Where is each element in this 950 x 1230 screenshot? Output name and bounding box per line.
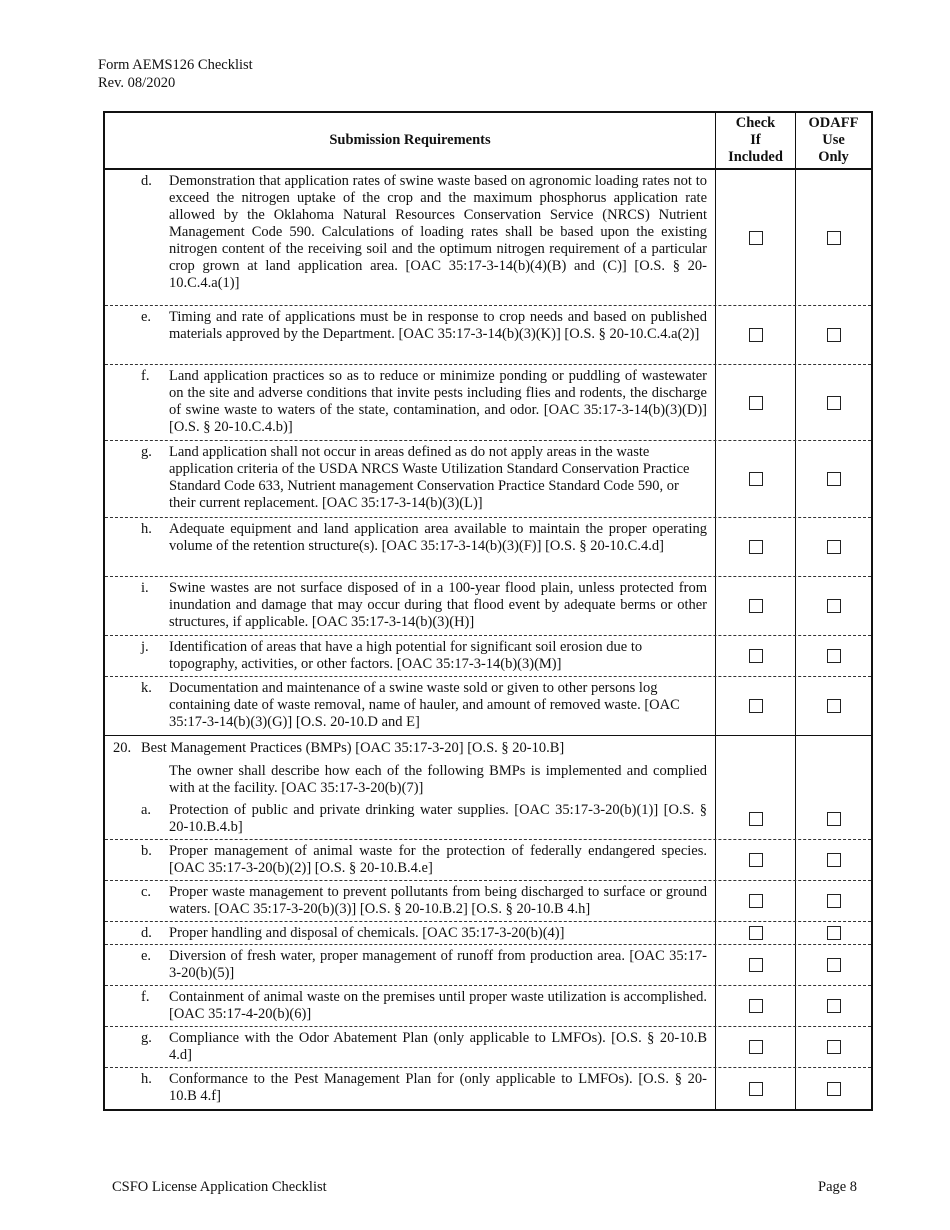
check-if-included-checkbox[interactable] <box>749 540 763 554</box>
odaff-use-only-checkbox[interactable] <box>827 1040 841 1054</box>
check-if-included-checkbox[interactable] <box>749 599 763 613</box>
check-if-included-checkbox[interactable] <box>749 649 763 663</box>
item-text: Proper waste management to prevent pollutants from being discharged to surface or ground waters. [OAC 35:17-3-20(b)(3)] [O.S. § 20-10.B.2] [O.S. § 20-10.B 4.h] <box>169 884 707 917</box>
table-row <box>105 441 871 518</box>
table-row <box>105 986 871 1027</box>
item-letter: d. <box>141 173 152 189</box>
table-row <box>105 170 871 306</box>
item-text: Adequate equipment and land application area available to maintain the proper operating volume of the retention structure(s). [OAC 35:17-3-14(b)(3)(F)] [O.S. § 20-10.C.4.d] <box>169 521 707 554</box>
item-letter: h. <box>141 1071 152 1087</box>
item-letter: c. <box>141 884 152 900</box>
check-if-included-checkbox[interactable] <box>749 926 763 940</box>
check-if-included-checkbox[interactable] <box>749 328 763 342</box>
table-row <box>105 945 871 986</box>
checklist-table <box>103 111 873 1111</box>
item-letter: a. <box>141 802 152 818</box>
odaff-use-only-checkbox[interactable] <box>827 699 841 713</box>
item-letter: g. <box>141 444 152 460</box>
check-if-included-checkbox[interactable] <box>749 999 763 1013</box>
odaff-use-only-checkbox[interactable] <box>827 999 841 1013</box>
section-number: 20. <box>113 740 132 756</box>
page-number: Page 8 <box>818 1179 858 1195</box>
form-revision: Rev. 08/2020 <box>98 75 176 91</box>
item-letter: e. <box>141 948 152 964</box>
table-row <box>105 840 871 881</box>
footer-title: CSFO License Application Checklist <box>112 1179 327 1195</box>
item-text: Conformance to the Pest Management Plan for (only applicable to LMFOs). [O.S. § 20-10.B 4.f] <box>169 1071 707 1104</box>
item-text: Diversion of fresh water, proper management of runoff from production area. [OAC 35:17-3-20(b)(5)] <box>169 948 707 981</box>
table-row <box>105 306 871 365</box>
check-if-included-checkbox[interactable] <box>749 1040 763 1054</box>
odaff-use-only-checkbox[interactable] <box>827 540 841 554</box>
check-if-included-checkbox[interactable] <box>749 894 763 908</box>
item-text: Identification of areas that have a high potential for significant soil erosion due to topography, activities, or other factors. [OAC 35:17-3-14(b)(3)(M)] <box>169 639 643 672</box>
col-header-requirements: Submission Requirements <box>329 132 491 148</box>
item-letter: k. <box>141 680 152 696</box>
table-row <box>105 1027 871 1068</box>
item-text: Swine wastes are not surface disposed of in a 100-year flood plain, unless protected from inundation and damage that may occur during that flood event by adequate berms or other structures, if applicable. [OAC 35:17-3-14(b)(3)(H)] <box>169 580 707 630</box>
item-text: Land application shall not occur in areas defined as do not apply areas in the waste application criteria of the USDA NRCS Waste Utilization Standard Conservation Practice Standard Code 633, Nutrient management Conservation Practice Standard Code 590, or their current replacement. [OAC 35:17-3-14(b)(3)(L)] <box>169 444 690 511</box>
odaff-use-only-checkbox[interactable] <box>827 396 841 410</box>
odaff-use-only-checkbox[interactable] <box>827 894 841 908</box>
odaff-use-only-checkbox[interactable] <box>827 472 841 486</box>
odaff-use-only-checkbox[interactable] <box>827 328 841 342</box>
form-header <box>98 56 253 92</box>
check-if-included-checkbox[interactable] <box>749 812 763 826</box>
table-header-row <box>105 113 871 170</box>
section-intro: The owner shall describe how each of the following BMPs is implemented and complied with at the facility. [OAC 35:17-3-20(b)(7)] <box>169 763 707 796</box>
check-if-included-checkbox[interactable] <box>749 1082 763 1096</box>
check-if-included-checkbox[interactable] <box>749 231 763 245</box>
odaff-use-only-checkbox[interactable] <box>827 599 841 613</box>
item-text: Compliance with the Odor Abatement Plan (only applicable to LMFOs). [O.S. § 20-10.B 4.d] <box>169 1030 707 1063</box>
table-row <box>105 799 871 840</box>
item-text: Protection of public and private drinking water supplies. [OAC 35:17-3-20(b)(1)] [O.S. § 20-10.B.4.b] <box>169 802 707 835</box>
odaff-use-only-checkbox[interactable] <box>827 958 841 972</box>
item-text: Containment of animal waste on the premises until proper waste utilization is accomplished. [OAC 35:17-4-20(b)(6)] <box>169 989 707 1022</box>
item-text: Proper management of animal waste for the protection of federally endangered species. [OAC 35:17-3-20(b)(2)] [O.S. § 20-10.B.4.e] <box>169 843 707 876</box>
table-row <box>105 518 871 577</box>
odaff-use-only-checkbox[interactable] <box>827 231 841 245</box>
check-if-included-checkbox[interactable] <box>749 958 763 972</box>
col-header-check-if-included: Check If Included <box>715 113 795 168</box>
odaff-use-only-checkbox[interactable] <box>827 812 841 826</box>
odaff-use-only-checkbox[interactable] <box>827 853 841 867</box>
item-letter: j. <box>141 639 149 655</box>
table-row <box>105 677 871 736</box>
section-20-heading <box>105 736 871 799</box>
odaff-use-only-checkbox[interactable] <box>827 1082 841 1096</box>
item-text: Proper handling and disposal of chemicals. [OAC 35:17-3-20(b)(4)] <box>169 925 565 941</box>
item-text: Land application practices so as to reduce or minimize ponding or puddling of wastewater on the site and adverse conditions that invite pests including flies and rodents, the discharge of swine waste to waters of the state, contamination, and odor. [OAC 35:17-3-14(b)(3)(D)] [O.S. § 20-10.C.4.b)] <box>169 368 707 435</box>
item-letter: f. <box>141 368 150 384</box>
item-letter: d. <box>141 925 152 941</box>
table-row <box>105 636 871 677</box>
table-row <box>105 881 871 922</box>
table-row <box>105 365 871 441</box>
item-text: Documentation and maintenance of a swine waste sold or given to other persons log containing date of waste removal, name of hauler, and amount of removed waste. [OAC 35:17-3-14(b)(3)(G)] [O.S. 20-10.D and E] <box>169 680 680 730</box>
check-if-included-checkbox[interactable] <box>749 472 763 486</box>
check-if-included-checkbox[interactable] <box>749 699 763 713</box>
item-letter: i. <box>141 580 149 596</box>
check-if-included-checkbox[interactable] <box>749 396 763 410</box>
table-row <box>105 1068 871 1109</box>
table-row <box>105 577 871 636</box>
item-letter: g. <box>141 1030 152 1046</box>
item-letter: b. <box>141 843 152 859</box>
table-row <box>105 922 871 945</box>
item-letter: h. <box>141 521 152 537</box>
col-header-odaff-use-only: ODAFF Use Only <box>795 113 871 168</box>
form-name: Form AEMS126 Checklist <box>98 57 253 73</box>
section-title: Best Management Practices (BMPs) [OAC 35:17-3-20] [O.S. § 20-10.B] <box>141 740 565 756</box>
item-text: Timing and rate of applications must be in response to crop needs and based on published materials approved by the Department. [OAC 35:17-3-14(b)(3)(K)] [O.S. § 20-10.C.4.a(2)] <box>169 309 707 342</box>
item-letter: f. <box>141 989 150 1005</box>
check-if-included-checkbox[interactable] <box>749 853 763 867</box>
odaff-use-only-checkbox[interactable] <box>827 926 841 940</box>
item-text: Demonstration that application rates of swine waste based on agronomic loading rates not to exceed the nitrogen uptake of the crop and the maximum phosphorus application rate allowed by the Oklahoma Natural Resources Conservation Service (NRCS) Nutrient Management Code 590. Calculations of loading rates shall be based upon the existing nitrogen content of the receiving soil and the optimum nitrogen requirement of a particular crop grown at land application area. [OAC 35:17-3-14(b)(4)(B) and (C)] [O.S. § 20-10.C.4.a(1)] <box>169 173 707 291</box>
odaff-use-only-checkbox[interactable] <box>827 649 841 663</box>
item-letter: e. <box>141 309 152 325</box>
